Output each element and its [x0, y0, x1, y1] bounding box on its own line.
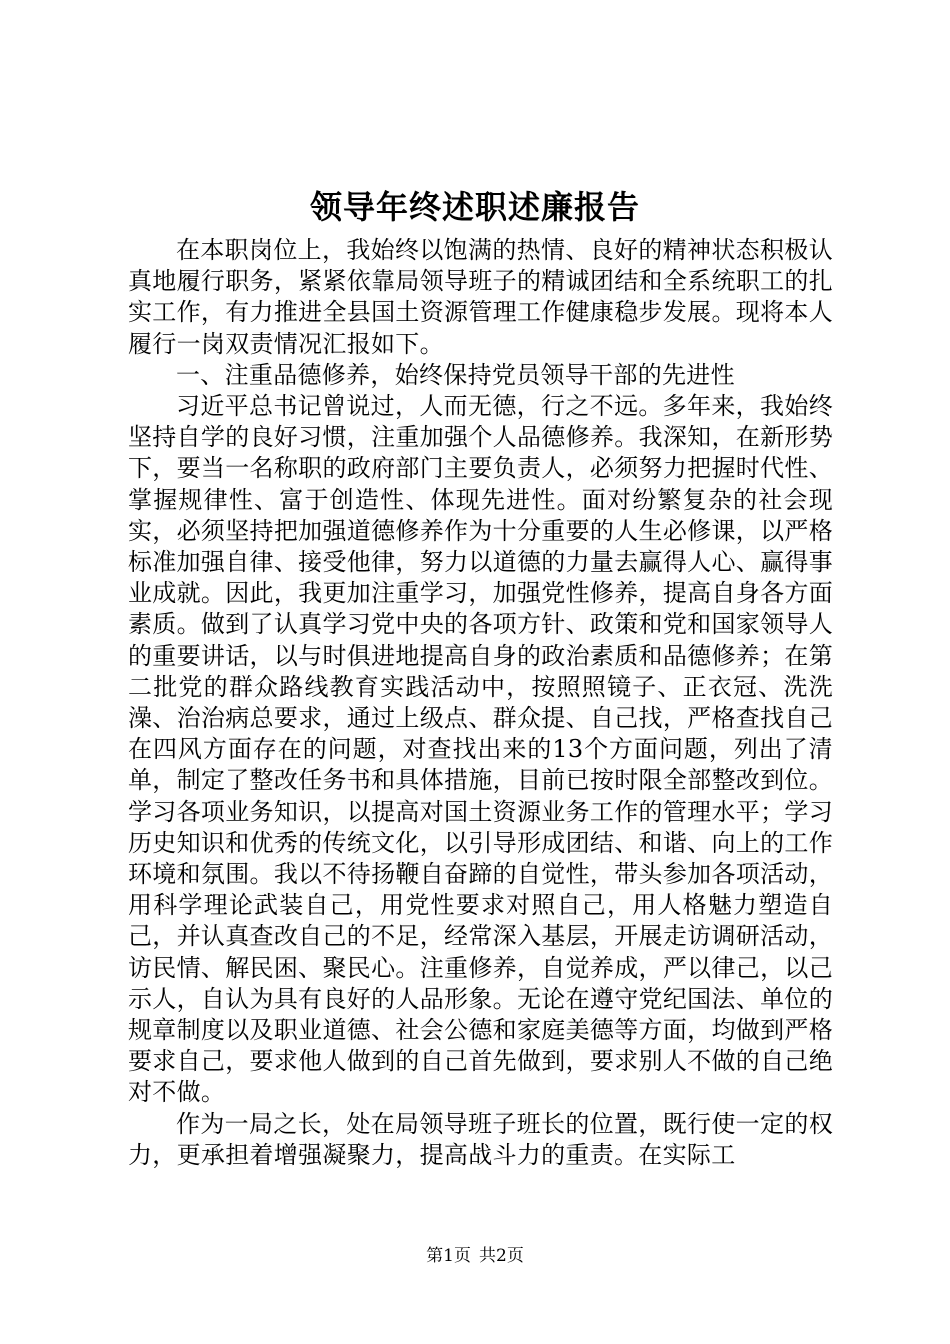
page-footer — [0, 1244, 950, 1268]
body-paragraph: 作为一局之长，处在局领导班子班长的位置，既行使一定的权力，更承担着增强凝聚力，提高战斗力的重责。在实际工 — [128, 1109, 833, 1169]
document-body — [128, 235, 833, 1171]
body-paragraph: 习近平总书记曾说过，人而无德，行之不远。多年来，我始终坚持自学的良好习惯，注重加强个人品德修养。我深知，在新形势下，要当一名称职的政府部门主要负责人，必须努力把握时代性、掌握规律性、富于创造性、体现先进性。面对纷繁复杂的社会现实，必须坚持把加强道德修养作为十分重要的人生必修课，以严格标准加强自律、接受他律，努力以道德的力量去赢得人心、赢得事业成就。因此，我更加注重学习，加强党性修养，提高自身各方面素质。做到了认真学习党中央的各项方针、政策和党和国家领导人的重要讲话，以与时俱进地提高自身的政治素质和品德修养；在第二批党的群众路线教育实践活动中，按照照镜子、正衣冠、洗洗澡、治治病总要求，通过上级点、群众提、自己找，严格查找自己在四风方面存在的问题，对查找出来的13个方面问题，列出了清单，制定了整改任务书和具体措施，目前已按时限全部整改到位。学习各项业务知识，以提高对国土资源业务工作的管理水平；学习历史知识和优秀的传统文化，以引导形成团结、和谐、向上的工作环境和氛围。我以不待扬鞭自奋蹄的自觉性，带头参加各项活动，用科学理论武装自己，用党性要求对照自己，用人格魅力塑造自己，并认真查改自己的不足，经常深入基层，开展走访调研活动，访民情、解民困、聚民心。注重修养，自觉养成，严以律己，以己示人，自认为具有良好的人品形象。无论在遵守党纪国法、单位的规章制度以及职业道德、社会公德和家庭美德等方面，均做到严格要求自己，要求他人做到的自己首先做到，要求别人不做的自己绝对不做。 — [128, 392, 833, 1107]
page-total: 共2页 — [479, 1246, 524, 1266]
document-title: 领导年终述职述廉报告 — [309, 188, 640, 226]
intro-paragraph: 在本职岗位上，我始终以饱满的热情、良好的精神状态积极认真地履行职务，紧紧依靠局领导班子的精诚团结和全系统职工的扎实工作，有力推进全县国土资源管理工作健康稳步发展。现将本人履行一岗双责情况汇报如下。 — [128, 236, 833, 358]
section-heading: 一、注重品德修养，始终保持党员领导干部的先进性 — [176, 360, 735, 389]
page-number: 第1页 — [426, 1246, 471, 1266]
